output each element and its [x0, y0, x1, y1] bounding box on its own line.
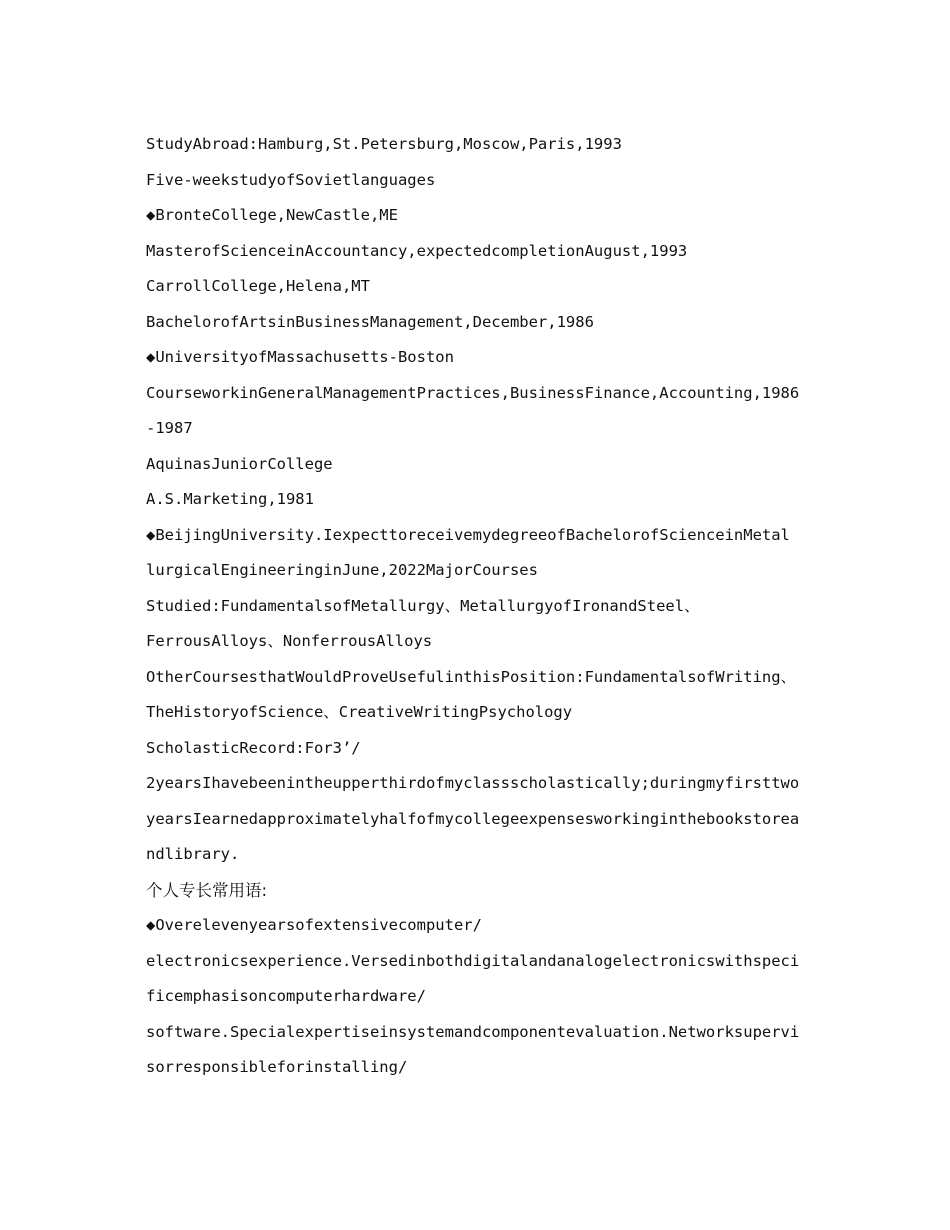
text-line: ◆BronteCollege,NewCastle,ME: [146, 206, 398, 224]
text-line: -1987: [146, 419, 193, 437]
text-line: ◆BeijingUniversity.IexpecttoreceivemydegreeofBachelorofScienceinMetal: [146, 525, 790, 544]
text-line: ficemphasisoncomputerhardware/: [146, 987, 426, 1005]
text-line: Five-weekstudyofSovietlanguages: [146, 170, 436, 189]
text-line: electronicsexperience.Versedinbothdigitalandanalogelectronicswithspeci: [146, 951, 800, 970]
text-line: Studied:FundamentalsofMetallurgy、MetallurgyofIronandSteel、: [146, 596, 700, 615]
text-line: CarrollCollege,Helena,MT: [146, 277, 370, 295]
text-line: BachelorofArtsinBusinessManagement,December,1986: [146, 312, 594, 331]
text-line: A.S.Marketing,1981: [146, 490, 314, 508]
text-line: yearsIearnedapproximatelyhalfofmycollegeexpensesworkinginthebookstorea: [146, 809, 800, 828]
text-line: CourseworkinGeneralManagementPractices,BusinessFinance,Accounting,1986: [146, 383, 800, 402]
text-line: ◆Overelevenyearsofextensivecomputer/: [146, 916, 482, 934]
text-line: FerrousAlloys、NonferrousAlloys: [146, 632, 433, 650]
document-body: [146, 127, 806, 1086]
text-line: 2yearsIhavebeenintheupperthirdofmyclassscholastically;duringmyfirsttwo: [146, 774, 800, 792]
text-line: ◆UniversityofMassachusetts-Boston: [146, 348, 454, 366]
text-line: sorresponsibleforinstalling/: [146, 1058, 408, 1076]
text-line: ndlibrary.: [146, 845, 240, 863]
text-line: StudyAbroad:Hamburg,St.Petersburg,Moscow,Paris,1993: [146, 135, 622, 153]
text-line: OtherCoursesthatWouldProveUsefulinthisPosition:FundamentalsofWriting、: [146, 667, 797, 686]
text-line: software.Specialexpertiseinsystemandcomponentevaluation.Networksupervi: [146, 1022, 800, 1041]
section-heading: 个人专长常用语:: [146, 880, 268, 900]
text-line: lurgicalEngineeringinJune,2022MajorCourses: [146, 561, 538, 579]
text-line: MasterofScienceinAccountancy,expectedcompletionAugust,1993: [146, 241, 688, 260]
text-line: TheHistoryofScience、CreativeWritingPsychology: [146, 703, 573, 721]
text-line: AquinasJuniorCollege: [146, 454, 333, 473]
text-line: ScholasticRecord:For3’/: [146, 738, 361, 757]
